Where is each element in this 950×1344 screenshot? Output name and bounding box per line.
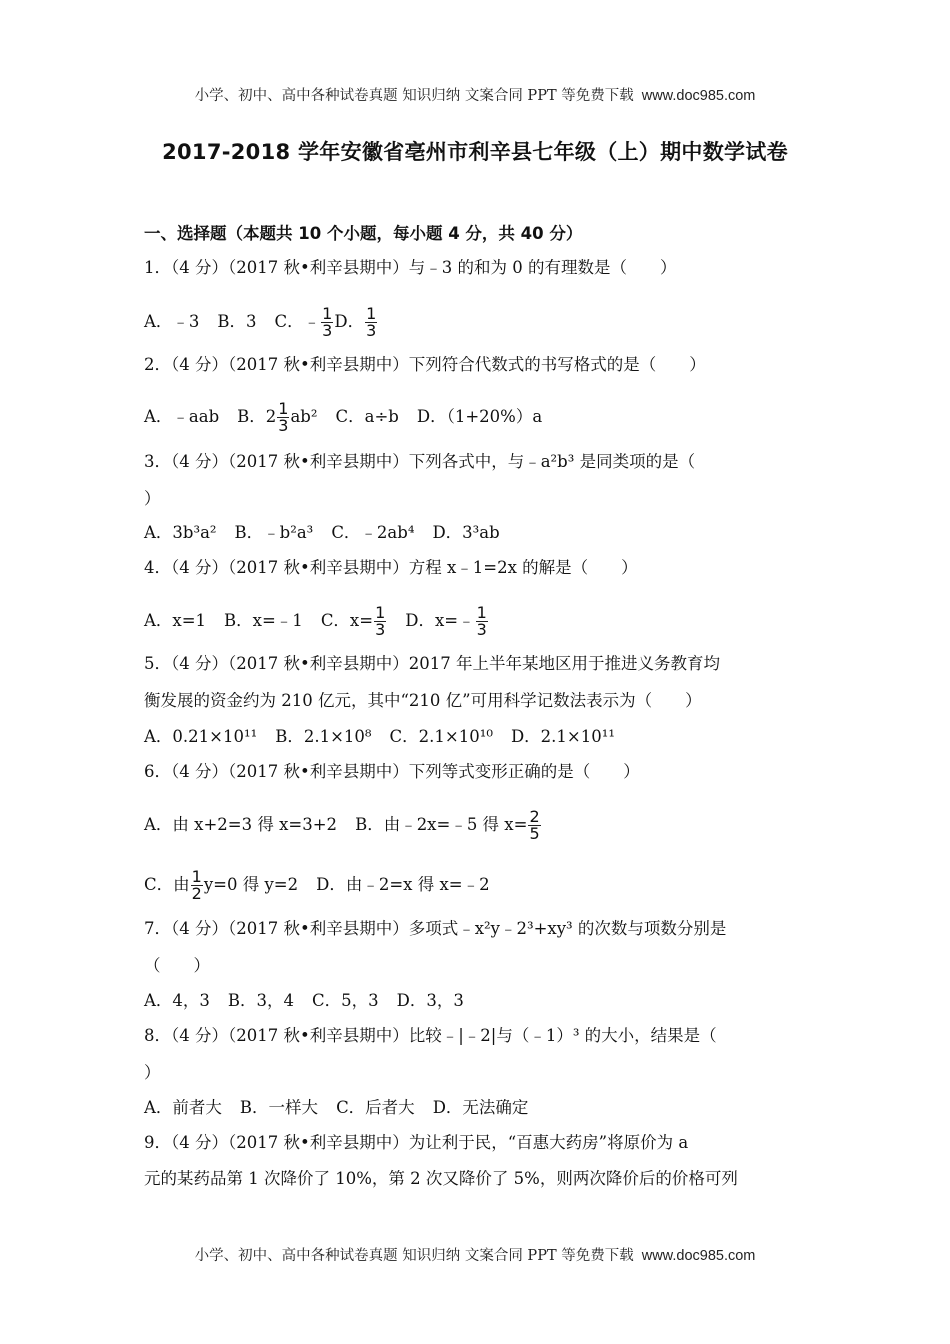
option-d: D．2.1×10¹¹ <box>510 727 615 746</box>
option-d: D．3，3 <box>396 991 464 1010</box>
option-b: B．2 $\frac{1}{3}$ ab² <box>237 399 318 435</box>
option-b: B．一样大 <box>239 1098 319 1117</box>
question-5-options <box>144 725 810 749</box>
footer-url[interactable]: www.doc985.com <box>641 1248 756 1264</box>
section-heading: 一、选择题（本题共 10 个小题，每小题 4 分，共 40 分） <box>144 224 583 243</box>
option-a: A．4，3 <box>144 991 210 1010</box>
option-c: C．﹣ $\frac{1}{3}$ <box>274 304 333 340</box>
fraction: $\frac{2}{5}$ <box>529 807 540 843</box>
option-d: D．（1+20%）a <box>416 407 543 426</box>
question-9-stem-cont: 元的某药品第 1 次降价了 10%，第 2 次又降价了 5%，则两次降价后的价格可列 <box>144 1169 738 1188</box>
header-url[interactable]: www.doc985.com <box>641 88 756 104</box>
fraction: $\frac{1}{3}$ <box>375 603 386 639</box>
question-7-stem: 7．（4 分）（2017 秋•利辛县期中）多项式﹣x²y﹣2³+xy³ 的次数与项数分别是 <box>144 919 727 938</box>
question-3-stem-cont: ） <box>144 489 161 508</box>
option-d: D． $\frac{1}{3}$ <box>334 304 377 340</box>
option-a: A．由 x+2=3 得 x=3+2 <box>144 815 338 834</box>
question-8-stem-cont: ） <box>144 1063 161 1082</box>
option-a: A．﹣3 <box>144 312 200 331</box>
question-8-stem: 8．（4 分）（2017 秋•利辛县期中）比较﹣|﹣2|与（﹣1）³ 的大小，结果是（ <box>144 1026 717 1045</box>
question-7-stem-cont: （ ） <box>144 956 210 975</box>
option-b: B．﹣b²a³ <box>234 523 314 542</box>
option-c: C．后者大 <box>336 1098 415 1117</box>
option-c: C．a÷b <box>335 407 399 426</box>
question-3-stem: 3．（4 分）（2017 秋•利辛县期中）下列各式中，与﹣a²b³ 是同类项的是（ <box>144 452 696 471</box>
option-a: A．x=1 <box>144 611 207 630</box>
option-d: D．无法确定 <box>432 1098 529 1117</box>
question-6-stem: 6．（4 分）（2017 秋•利辛县期中）下列等式变形正确的是（ ） <box>144 762 640 781</box>
fraction: $\frac{1}{3}$ <box>476 603 487 639</box>
question-1-stem: 1．（4 分）（2017 秋•利辛县期中）与﹣3 的和为 0 的有理数是（ ） <box>144 258 677 277</box>
option-c: C．5，3 <box>312 991 379 1010</box>
option-a: A．3b³a² <box>144 523 217 542</box>
question-5-stem: 5．（4 分）（2017 秋•利辛县期中）2017 年上半年某地区用于推进义务教育均 <box>144 654 720 673</box>
question-9-stem: 9．（4 分）（2017 秋•利辛县期中）为让利于民，“百惠大药房”将原价为 a <box>144 1133 689 1152</box>
fraction: $\frac{1}{2}$ <box>191 867 202 903</box>
option-c: C．﹣2ab⁴ <box>331 523 415 542</box>
page-header <box>0 84 950 105</box>
question-2-stem: 2．（4 分）（2017 秋•利辛县期中）下列符合代数式的书写格式的是（ ） <box>144 355 706 374</box>
fraction: $\frac{1}{3}$ <box>278 399 289 435</box>
option-c: C．2.1×10¹⁰ <box>389 727 493 746</box>
page-footer <box>0 1244 950 1265</box>
header-text: 小学、初中、高中各种试卷真题 知识归纳 文案合同 PPT 等免费下载 <box>194 88 634 104</box>
fraction: $\frac{1}{3}$ <box>322 304 333 340</box>
question-5-stem-cont: 衡发展的资金约为 210 亿元，其中“210 亿”可用科学记数法表示为（ ） <box>144 691 702 710</box>
option-b: B．x=﹣1 <box>224 611 303 630</box>
question-6-options-cd <box>144 869 810 902</box>
option-c: C．x= $\frac{1}{3}$ <box>320 603 386 639</box>
question-7-options <box>144 989 810 1013</box>
option-a: A．前者大 <box>144 1098 222 1117</box>
option-a: A．﹣aab <box>144 407 220 426</box>
option-d: D．x=﹣ $\frac{1}{3}$ <box>405 603 487 639</box>
footer-text: 小学、初中、高中各种试卷真题 知识归纳 文案合同 PPT 等免费下载 <box>194 1248 634 1264</box>
fraction: $\frac{1}{3}$ <box>366 304 377 340</box>
option-b: B．3 <box>217 312 257 331</box>
question-3-options <box>144 521 810 545</box>
option-d: D．由﹣2=x 得 x=﹣2 <box>316 875 490 894</box>
question-8-options <box>144 1096 810 1120</box>
option-b: B．2.1×10⁸ <box>275 727 372 746</box>
option-c: C．由 $\frac{1}{2}$ y=0 得 y=2 <box>144 867 299 903</box>
option-b: B．3，4 <box>227 991 295 1010</box>
option-b: B．由﹣2x=﹣5 得 x= $\frac{2}{5}$ <box>355 807 540 843</box>
page-title: 2017-2018 学年安徽省亳州市利辛县七年级（上）期中数学试卷 <box>162 140 788 164</box>
question-2-options <box>144 401 810 434</box>
question-4-stem: 4．（4 分）（2017 秋•利辛县期中）方程 x﹣1=2x 的解是（ ） <box>144 558 638 577</box>
question-1-options <box>144 306 810 339</box>
question-4-options <box>144 605 810 638</box>
option-d: D．3³ab <box>432 523 500 542</box>
option-a: A．0.21×10¹¹ <box>144 727 258 746</box>
question-6-options-ab <box>144 809 810 842</box>
